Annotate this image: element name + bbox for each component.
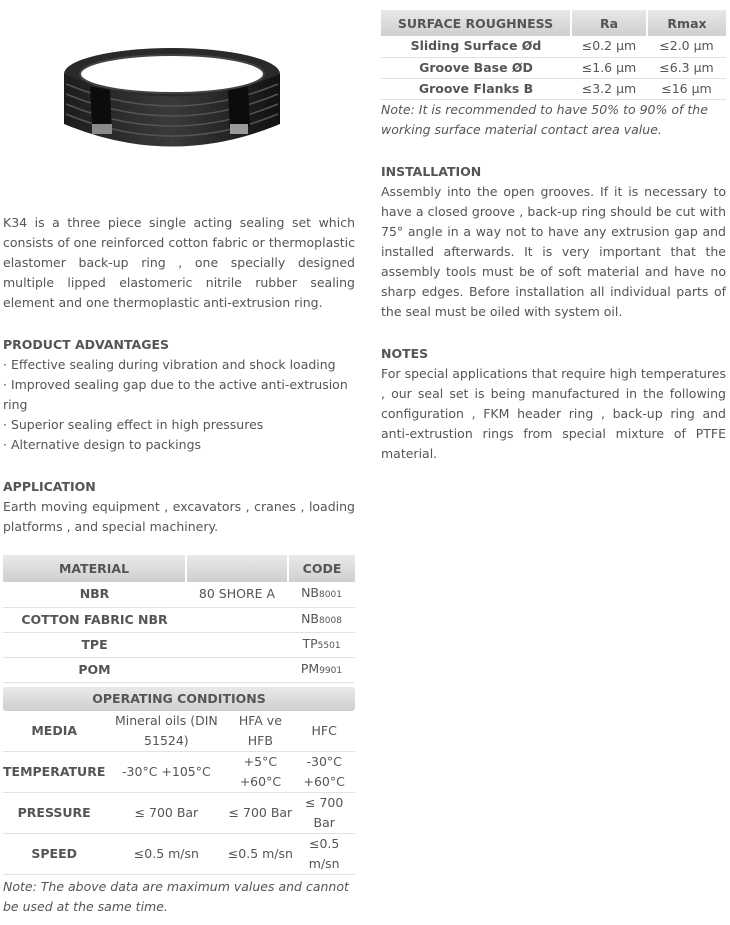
roughness-note: Note: It is recommended to have 50% to 90% of the working surface material contact area value. (381, 101, 708, 137)
surface-label: Groove Flanks B (381, 78, 571, 99)
condition-value: +5°C +60°C (227, 752, 293, 793)
right-column (381, 10, 726, 464)
advantage-item: · Alternative design to packings (3, 437, 202, 452)
condition-value: HFA ve HFB (227, 711, 293, 752)
material-spec (186, 607, 288, 632)
rmax-value: ≤2.0 μm (647, 36, 726, 57)
condition-label: PRESSURE (3, 793, 105, 834)
table-row (3, 632, 355, 657)
condition-value: ≤ 700 Bar (293, 793, 355, 834)
operating-table (3, 711, 355, 876)
material-name: COTTON FABRIC NBR (3, 607, 186, 632)
notes-text: For special applications that require high temperatures , our seal set is being manufactured in the following configuration , FKM header ring , back-up ring and anti-extrustion rings from special mixture of PTFE material. (381, 365, 726, 461)
condition-value: HFC (293, 711, 355, 752)
material-name: POM (3, 657, 186, 682)
notes-heading: NOTES (381, 345, 429, 361)
table-row (3, 793, 355, 834)
surface-label: Sliding Surface Ød (381, 36, 571, 57)
roughness-table (381, 10, 726, 100)
material-table-header (3, 555, 355, 582)
rmax-value: ≤16 μm (647, 78, 726, 99)
condition-label: TEMPERATURE (3, 752, 105, 793)
advantage-item: · Effective sealing during vibration and shock loading (3, 357, 336, 372)
table-row (3, 834, 355, 875)
material-name: TPE (3, 632, 186, 657)
material-name: NBR (3, 582, 186, 607)
advantage-item: · Improved sealing gap due to the active anti-extrusion ring (3, 377, 348, 412)
material-spec (186, 632, 288, 657)
material-spec (186, 657, 288, 682)
table-row (3, 582, 355, 607)
application-text: Earth moving equipment , excavators , cranes , loading platforms , and special machinery. (3, 499, 355, 534)
application-heading: APPLICATION (3, 479, 96, 494)
rmax-header: Rmax (667, 15, 707, 31)
material-code: PM9901 (288, 657, 355, 682)
material-code: NB8008 (288, 607, 355, 632)
material-code: TP5501 (288, 632, 355, 657)
operating-conditions-header: OPERATING CONDITIONS (3, 687, 355, 711)
condition-label: MEDIA (3, 711, 105, 752)
advantages-heading: PRODUCT ADVANTAGES (3, 337, 170, 352)
product-description: K34 is a three piece single acting sealing set which consists of one reinforced cotton fabric or thermoplastic elastomer back-up ring , one specially designed multiple lipped elastomeric nitrile rubber sealing element and one thermoplastic anti-extrusion ring. (3, 215, 355, 310)
ra-value: ≤1.6 μm (571, 57, 647, 78)
operating-note: Note: The above data are maximum values and cannot be used at the same time. (3, 879, 349, 914)
condition-value: ≤ 700 Bar (227, 793, 293, 834)
advantage-item: · Superior sealing effect in high pressures (3, 417, 264, 432)
table-row (381, 36, 726, 57)
code-header: CODE (302, 561, 342, 576)
roughness-header (381, 10, 726, 36)
condition-value: ≤ 700 Bar (105, 793, 227, 834)
table-row (3, 607, 355, 632)
spec-header (186, 555, 288, 582)
condition-value: ≤0.5 m/sn (293, 834, 355, 875)
table-row (381, 57, 726, 78)
material-spec: 80 SHORE A (186, 582, 288, 607)
condition-value: -30°C +60°C (293, 752, 355, 793)
surface-label: Groove Base ØD (381, 57, 571, 78)
table-row (3, 752, 355, 793)
condition-value: ≤0.5 m/sn (227, 834, 293, 875)
condition-label: SPEED (3, 834, 105, 875)
ra-header: Ra (571, 10, 647, 36)
condition-value: Mineral oils (DIN 51524) (105, 711, 227, 752)
installation-text: Assembly into the open grooves. If it is necessary to have a closed groove , back-up ring should be cut with 75° angle in a way not to have any extrusion gap and installed afterwards. It is very important that the assembly tools must be of soft material and have no sharp edges. Before installation all individual parts of the seal must be oiled with system oil. (381, 183, 726, 319)
condition-value: ≤0.5 m/sn (105, 834, 227, 875)
rmax-value: ≤6.3 μm (647, 57, 726, 78)
table-row (381, 78, 726, 99)
ra-value: ≤3.2 μm (571, 78, 647, 99)
condition-value: -30°C +105°C (105, 752, 227, 793)
material-table (3, 555, 355, 683)
left-column (3, 0, 355, 917)
roughness-title: SURFACE ROUGHNESS (381, 10, 571, 36)
material-header: MATERIAL (3, 555, 186, 582)
material-code: NB8001 (288, 582, 355, 607)
installation-heading: INSTALLATION (381, 163, 482, 179)
table-row (3, 711, 355, 752)
table-row (3, 657, 355, 682)
ra-value: ≤0.2 μm (571, 36, 647, 57)
